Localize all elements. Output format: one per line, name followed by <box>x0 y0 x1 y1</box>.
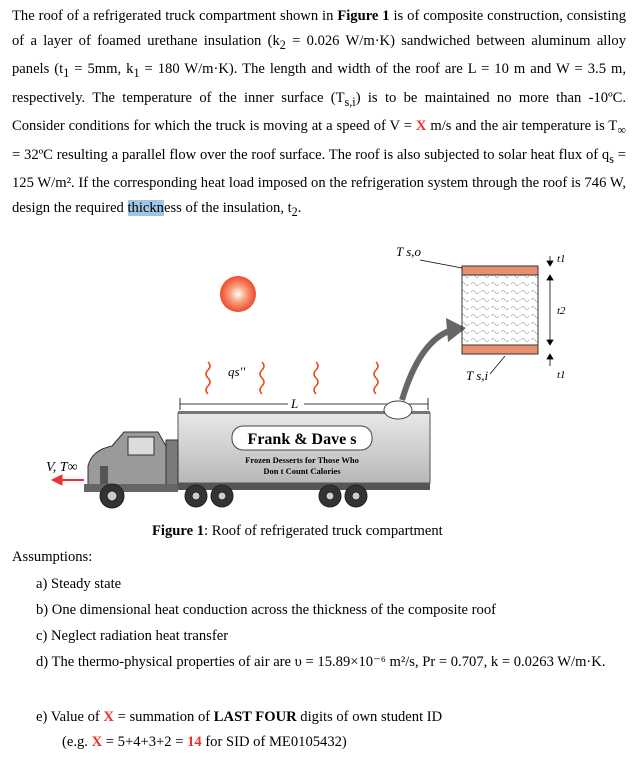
velocity-arrow <box>52 475 84 485</box>
problem-statement: The roof of a refrigerated truck compartment shown in Figure 1 is of composite construction, consisting of a layer of foamed urethane insulation ($k_2 = 0.026$ W/m·K) sandwiched between aluminum alloy panels ($t_1 = 5mm$, $k_1 = 180$ W/m·K). The length and width of the roof are L = 10 m and W = 3.5 m, respectively. The temperature of the inner surface $(T_{s,i})$ is to be maintained no more than -10ºC. Consider conditions for which the truck is moving at a speed of V = X m/s and the air temperature is $T_\infty$ = 32ºC resulting a parallel flow over the roof surface. The roof is also subjected to solar heat flux of $q_s = 125$ W/m². If the corresponding heat load imposed on the refrigeration system through the roof is 746 W, design the required thickness of the insulation, $t_2$. <box>12 8 627 219</box>
callout-cloud <box>384 401 412 419</box>
velocity-label: V, T∞ <box>46 460 78 475</box>
truck-brand-text: Frank & Dave s <box>247 431 357 448</box>
assumption-a: a) Steady state <box>36 576 122 592</box>
text-selection-highlight[interactable]: thickn <box>127 199 164 216</box>
assumption-c: c) Neglect radiation heat transfer <box>36 628 229 644</box>
t1-top-label: t1 <box>557 253 566 265</box>
truck-roof-figure <box>0 232 638 547</box>
x-variable: X <box>415 118 427 135</box>
truck-slogan-1: Frozen Desserts for Those Who <box>245 455 359 465</box>
assumption-example: (e.g. X = 5+4+3+2 = 14 for SID of ME0105432) <box>62 734 347 750</box>
figure-reference: Figure 1 <box>337 8 390 24</box>
composite-roof-section <box>462 266 538 354</box>
truck-slogan-2: Don t Count Calories <box>263 466 341 476</box>
qs-label: qs'' <box>228 364 246 379</box>
inner-temp-label: T s,i <box>466 368 489 383</box>
assumption-d: d) The thermo-physical properties of air are υ = 15.89×10⁻⁶ m²/s, Pr = 0.707, k = 0.0263 W/m·K. <box>36 654 606 670</box>
t2-label: t2 <box>557 305 566 317</box>
outer-temp-label: T s,o <box>396 244 422 259</box>
truck-cab <box>84 432 178 492</box>
callout-arrow <box>402 330 452 400</box>
length-label: L <box>291 396 299 411</box>
t1-bottom-label: t1 <box>557 369 566 381</box>
sun-icon <box>220 276 256 312</box>
thickness-dimensions <box>547 256 553 366</box>
figure-caption: Figure 1: Roof of refrigerated truck compartment <box>152 523 443 539</box>
assumptions-title: Assumptions: <box>12 549 93 565</box>
assumption-b: b) One dimensional heat conduction across the thickness of the composite roof <box>36 602 496 618</box>
assumption-e: e) Value of X = summation of LAST FOUR digits of own student ID <box>36 709 443 725</box>
